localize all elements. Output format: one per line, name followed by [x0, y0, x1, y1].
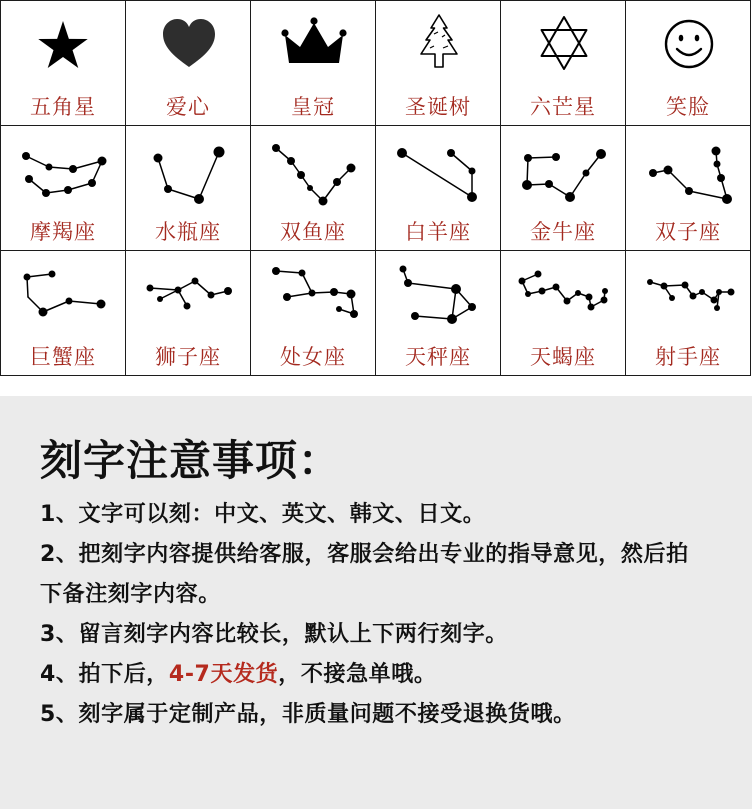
- star-dot: [664, 166, 673, 175]
- star-dot: [184, 303, 191, 310]
- star-dot: [575, 290, 581, 296]
- symbol-cell-aquarius: [126, 126, 251, 251]
- symbol-cell-pisces: [251, 126, 376, 251]
- symbol-cell-scorpio: [501, 251, 626, 376]
- star-dot: [309, 290, 316, 297]
- star-dot: [49, 271, 56, 278]
- note-item-5: 5、刻字属于定制产品，非质量问题不接受退换货哦。: [40, 702, 576, 727]
- star-dot: [690, 293, 697, 300]
- symbol-cell-five-pointed-star: [1, 1, 126, 126]
- star-dot: [214, 147, 225, 158]
- star-dot: [714, 161, 721, 168]
- label-heart: 爱心: [166, 95, 210, 119]
- star-dot: [283, 293, 291, 301]
- symbol-cell-crown: [251, 1, 376, 126]
- star-dot: [712, 147, 721, 156]
- star-dot: [699, 289, 705, 295]
- constellation-line: [528, 157, 556, 158]
- heart-shape: [163, 19, 215, 67]
- star-shape: [38, 21, 87, 68]
- constellation-line: [158, 158, 168, 189]
- label-crown: 皇冠: [291, 95, 335, 119]
- star-dot: [682, 282, 689, 289]
- symbol-cell-gemini: [626, 126, 751, 251]
- constellation-line: [402, 153, 472, 197]
- star-dot: [97, 300, 106, 309]
- star-dot: [272, 267, 280, 275]
- star-dot: [522, 180, 532, 190]
- star-dot: [525, 291, 531, 297]
- constellation-line: [69, 301, 101, 304]
- star-dot: [468, 303, 476, 311]
- star-dot: [411, 312, 419, 320]
- star-dot: [647, 279, 653, 285]
- star-dot: [565, 192, 575, 202]
- constellation-line: [415, 316, 452, 319]
- constellation-line: [451, 153, 472, 171]
- constellation-line: [408, 283, 456, 289]
- star-dot: [330, 288, 338, 296]
- note-item-1: 1、文字可以刻：中文、英文、韩文、日文。: [40, 502, 486, 527]
- star-dot: [22, 152, 30, 160]
- label-sagittarius: 射手座: [655, 345, 721, 369]
- constellation-line: [689, 191, 727, 199]
- star-dot: [336, 306, 342, 312]
- star-dot: [564, 298, 571, 305]
- label-aries: 白羊座: [405, 220, 471, 244]
- star-dot: [583, 170, 590, 177]
- label-scorpio: 天蝎座: [530, 345, 596, 369]
- star-dot: [524, 154, 532, 162]
- constellation-line: [73, 161, 102, 169]
- constellation-line: [199, 152, 219, 199]
- star-dot: [272, 144, 280, 152]
- star-dot: [519, 278, 526, 285]
- star-dot: [601, 297, 608, 304]
- symbol-cell-capricorn: [1, 126, 126, 251]
- star-dot: [469, 168, 476, 175]
- star-dot: [728, 289, 735, 296]
- star-dot: [88, 179, 96, 187]
- star-dot: [552, 153, 560, 161]
- star-dot: [404, 279, 412, 287]
- star-dot: [685, 187, 693, 195]
- crown-jewel: [339, 29, 346, 36]
- star-dot: [716, 289, 722, 295]
- star-dot: [400, 266, 407, 273]
- note-item-4-lead: 4、拍下后，: [40, 662, 169, 687]
- symbol-cell-virgo: [251, 251, 376, 376]
- star-dot: [42, 189, 50, 197]
- star-dot: [397, 148, 407, 158]
- star-dot: [98, 157, 107, 166]
- star-dot: [39, 308, 48, 317]
- star-dot: [545, 180, 553, 188]
- star-dot: [722, 194, 732, 204]
- star-dot: [553, 284, 560, 291]
- smile-mouth: [677, 49, 701, 55]
- label-five-pointed-star: 五角星: [30, 95, 96, 119]
- engraving-notes-panel: [0, 396, 752, 809]
- constellation-line: [150, 288, 178, 290]
- note-item-2-line-1: 2、把刻字内容提供给客服，客服会给出专业的指导意见，然后拍: [40, 542, 689, 567]
- symbol-cell-libra: [376, 251, 501, 376]
- symbol-cell-christmas-tree: [376, 1, 501, 126]
- star-dot: [447, 149, 455, 157]
- note-item-4-tail: ，不接急单哦。: [278, 662, 437, 687]
- star-dot: [25, 175, 33, 183]
- symbol-cell-aries: [376, 126, 501, 251]
- star-dot: [714, 305, 720, 311]
- symbol-cell-sagittarius: [626, 251, 751, 376]
- left-eye: [679, 35, 684, 42]
- star-dot: [164, 185, 172, 193]
- symbol-cell-hexagram: [501, 1, 626, 126]
- star-dot: [24, 274, 31, 281]
- star-dot: [467, 192, 477, 202]
- star-dot: [64, 186, 72, 194]
- star-dot: [602, 288, 608, 294]
- star-dot: [192, 278, 199, 285]
- notes-title: 刻字注意事项：: [40, 436, 342, 485]
- label-hexagram: 六芒星: [530, 95, 596, 119]
- star-dot: [347, 290, 356, 299]
- star-dot: [297, 171, 305, 179]
- label-christmas-tree: 圣诞树: [405, 95, 471, 119]
- tree-outline: [421, 15, 457, 67]
- symbol-cell-smiley-face: [626, 1, 751, 126]
- star-dot: [588, 304, 595, 311]
- label-aquarius: 水瓶座: [155, 220, 221, 244]
- star-dot: [147, 285, 154, 292]
- star-dot: [586, 294, 593, 301]
- star-dot: [535, 271, 542, 278]
- star-dot: [157, 296, 163, 302]
- star-dot: [669, 295, 675, 301]
- crown-shape: [285, 23, 343, 63]
- star-dot: [661, 283, 668, 290]
- symbol-cell-leo: [126, 251, 251, 376]
- crown-jewel: [310, 17, 317, 24]
- face-outline: [666, 21, 712, 67]
- star-dot: [539, 288, 546, 295]
- note-item-2-line-2: 下备注刻字内容。: [40, 582, 221, 607]
- star-dot: [451, 284, 461, 294]
- label-leo: 狮子座: [155, 345, 221, 369]
- star-dot: [46, 164, 53, 171]
- star-dot: [69, 165, 77, 173]
- star-dot: [194, 194, 204, 204]
- star-dot: [333, 178, 341, 186]
- label-cancer: 巨蟹座: [30, 345, 96, 369]
- symbol-cell-taurus: [501, 126, 626, 251]
- star-dot: [154, 154, 163, 163]
- engraving-symbol-grid: [0, 0, 751, 376]
- star-dot: [66, 298, 73, 305]
- star-dot: [649, 169, 657, 177]
- shipping-time-highlight: 4-7天发货: [168, 662, 279, 687]
- symbol-cell-cancer: [1, 251, 126, 376]
- star-dot: [299, 270, 306, 277]
- star-dot: [350, 310, 358, 318]
- symbol-cell-heart: [126, 1, 251, 126]
- crown-jewel: [281, 29, 288, 36]
- star-dot: [717, 174, 725, 182]
- label-virgo: 处女座: [280, 345, 346, 369]
- note-item-4: [40, 655, 689, 695]
- constellation-line: [27, 274, 52, 277]
- star-dot: [447, 314, 457, 324]
- triangle-down: [542, 30, 587, 69]
- star-dot: [287, 157, 295, 165]
- triangle-up: [542, 17, 587, 56]
- note-item-3: 3、留言刻字内容比较长，默认上下两行刻字。: [40, 622, 508, 647]
- star-dot: [711, 297, 718, 304]
- star-dot: [596, 149, 606, 159]
- label-libra: 天秤座: [405, 345, 471, 369]
- tree-decoration: [430, 32, 448, 48]
- star-dot: [224, 287, 232, 295]
- star-dot: [307, 185, 313, 191]
- label-smiley-face: 笑脸: [666, 95, 710, 119]
- star-dot: [175, 287, 182, 294]
- label-taurus: 金牛座: [530, 220, 596, 244]
- label-capricorn: 摩羯座: [30, 220, 96, 244]
- notes-list: [40, 495, 689, 735]
- star-dot: [319, 197, 328, 206]
- star-dot: [347, 164, 356, 173]
- star-dot: [208, 292, 215, 299]
- label-pisces: 双鱼座: [280, 220, 346, 244]
- right-eye: [695, 35, 700, 42]
- label-gemini: 双子座: [655, 220, 721, 244]
